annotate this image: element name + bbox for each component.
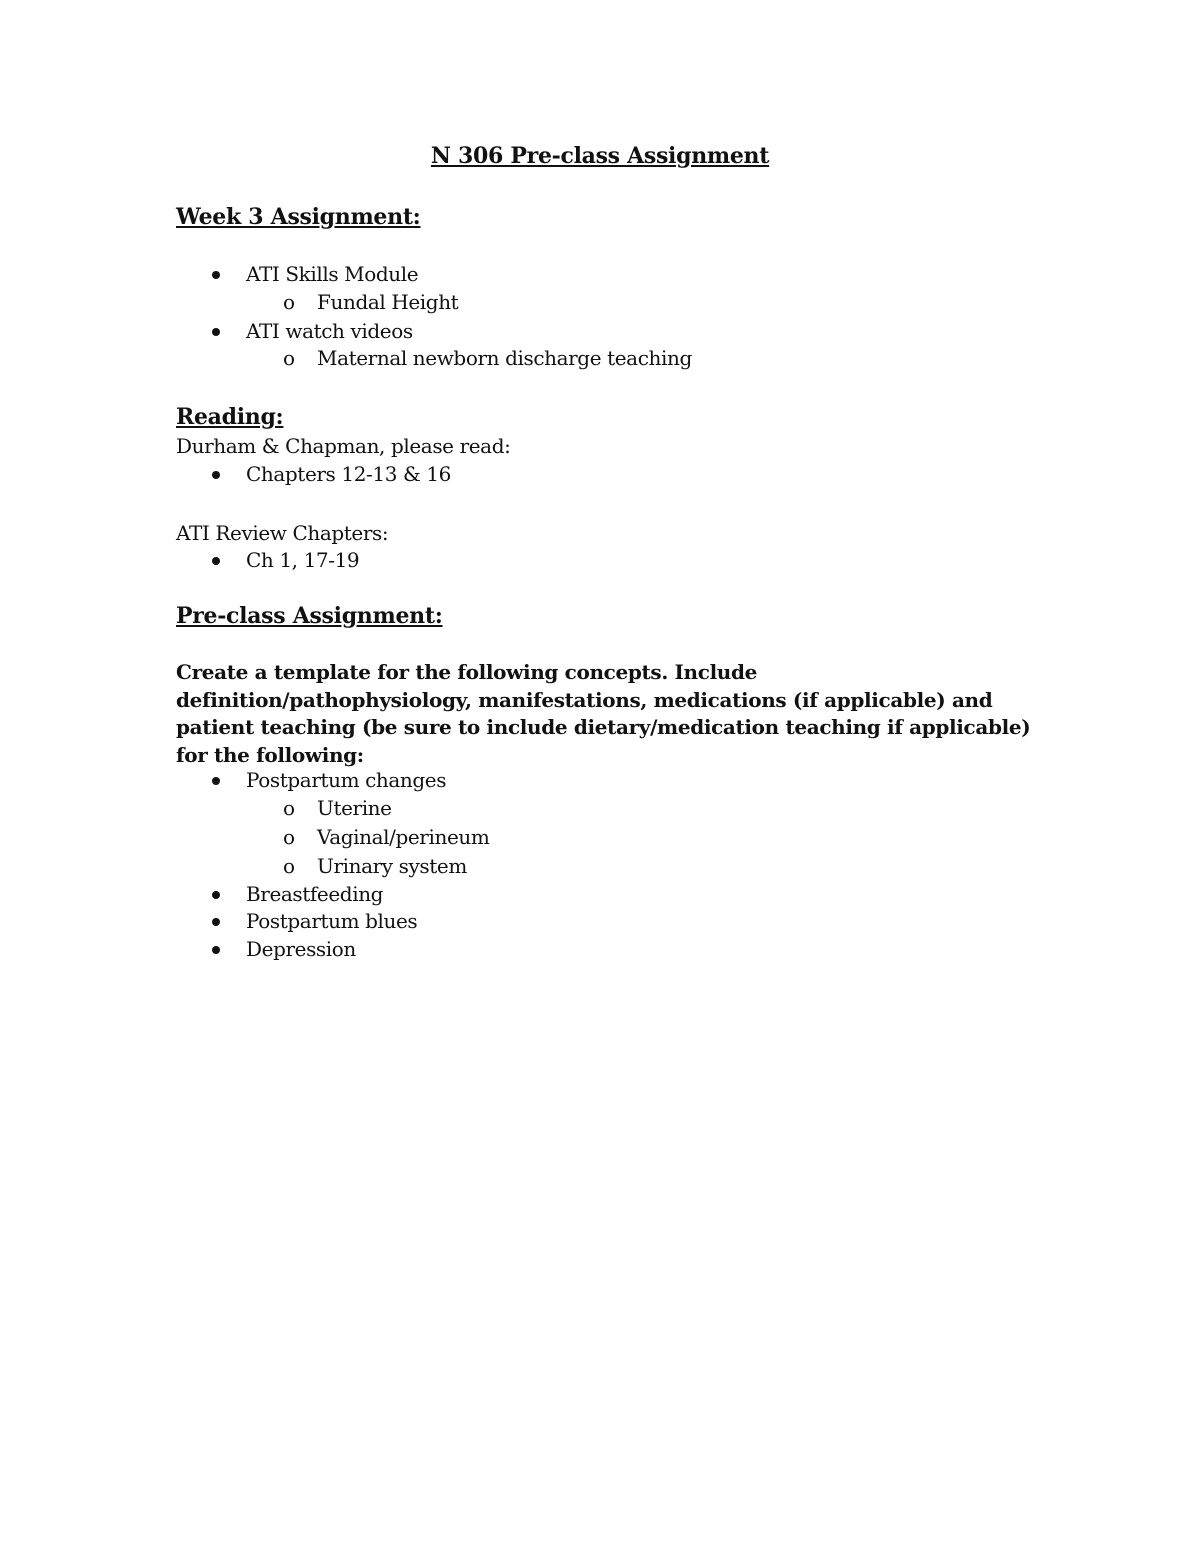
preclass-instructions: Create a template for the following concepts. Include definition/pathophysiology, manifestations, medications (if applicable) and patient teaching (be sure to include dietary/medication teaching if applicable) for the following: <box>176 660 1031 767</box>
sub-list-item-label: Uterine <box>317 796 392 820</box>
page-title: N 306 Pre-class Assignment <box>430 143 770 169</box>
reading-intro: Durham & Chapman, please read: <box>176 434 511 458</box>
bullet-icon <box>212 918 220 926</box>
circle-bullet-icon: o <box>283 796 295 820</box>
reading-heading: Reading: <box>176 404 284 430</box>
circle-bullet-icon: o <box>283 346 295 370</box>
list-item-label: Ch 1, 17-19 <box>246 548 360 572</box>
sub-list-item-label: Urinary system <box>317 854 467 878</box>
list-item-label: Postpartum blues <box>246 909 418 933</box>
sub-list-item-label: Vaginal/perineum <box>317 825 490 849</box>
sub-list-item-label: Maternal newborn discharge teaching <box>317 346 692 370</box>
circle-bullet-icon: o <box>283 825 295 849</box>
list-item-label: Postpartum changes <box>246 768 447 792</box>
bullet-icon <box>212 946 220 954</box>
bullet-icon <box>212 328 220 336</box>
preclass-heading: Pre-class Assignment: <box>176 603 443 629</box>
list-item-label: Chapters 12-13 & 16 <box>246 462 451 486</box>
list-item-label: Breastfeeding <box>246 882 384 906</box>
list-item-label: Depression <box>246 937 356 961</box>
sub-list-item-label: Fundal Height <box>317 290 459 314</box>
ati-review-label: ATI Review Chapters: <box>176 521 389 545</box>
bullet-icon <box>212 777 220 785</box>
bullet-icon <box>212 471 220 479</box>
list-item-label: ATI Skills Module <box>246 262 419 286</box>
bullet-icon <box>212 557 220 565</box>
list-item-label: ATI watch videos <box>246 319 413 343</box>
week-heading: Week 3 Assignment: <box>176 204 421 230</box>
circle-bullet-icon: o <box>283 290 295 314</box>
circle-bullet-icon: o <box>283 854 295 878</box>
bullet-icon <box>212 271 220 279</box>
bullet-icon <box>212 891 220 899</box>
